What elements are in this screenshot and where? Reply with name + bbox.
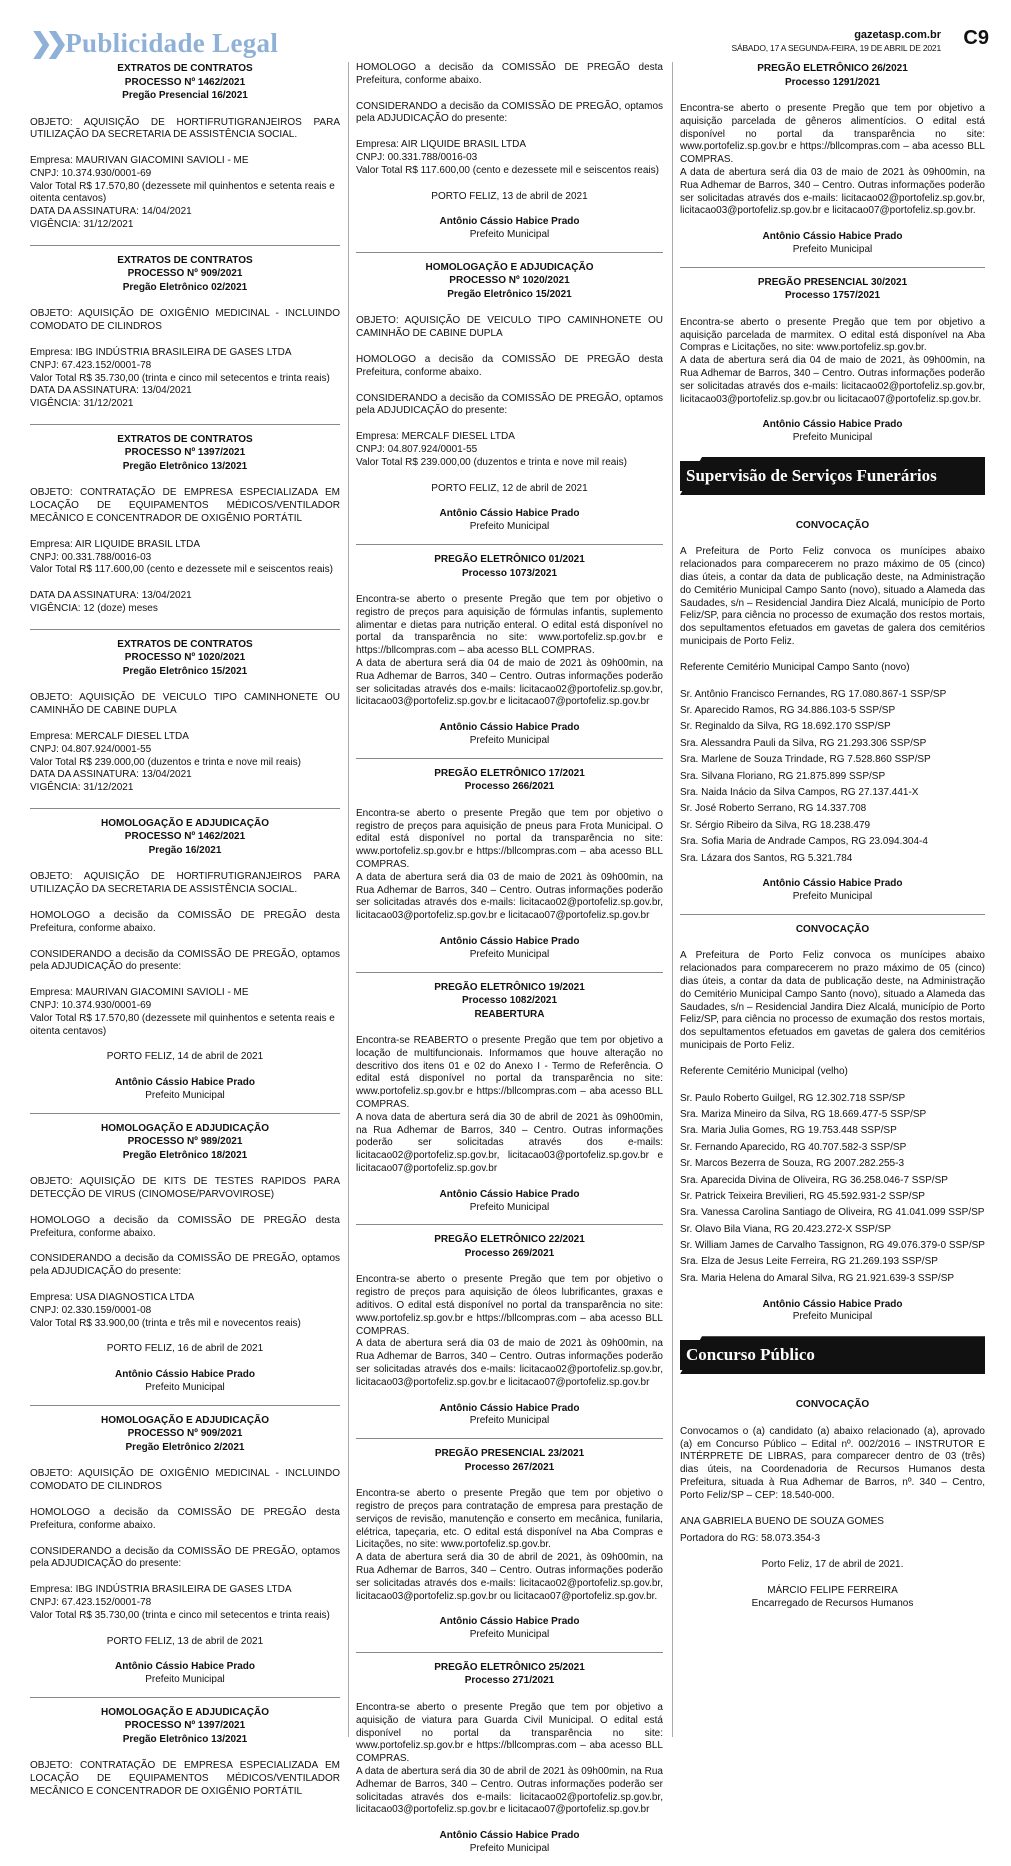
divider xyxy=(30,245,340,246)
notice-pregao-25-2021 xyxy=(356,1661,663,1856)
list-item: Sr. William James de Carvalho Tassignon, RG 49.076.379-0 SSP/SP xyxy=(680,1240,985,1252)
homologo-text: HOMOLOGO a decisão da COMISSÃO DE PREGÃO desta Prefeitura, conforme abaixo. xyxy=(356,62,663,86)
notice-heading: PREGÃO ELETRÔNICO 19/2021 xyxy=(434,981,585,993)
notice-pregao-01-2021 xyxy=(356,553,663,748)
chevron-right-icon: ❯❯ xyxy=(30,28,62,58)
notice-body: A Prefeitura de Porto Feliz convoca os munícipes abaixo relacionados para comparecerem no prazo máximo de 05 (cinco) dias úteis, a contar da data de publicação deste, na Administração do Cemitério Municipal Campo Santo (novo), situado a Alameda das Saudades, s/n – Residencial Jandira Diez Alcalá, município de Porto Feliz/SP, para ciência no processo de exumação dos restos mortais, dos sepultamentos efetuados em gavetas de galera dos cemitérios municipais de Porto Feliz. xyxy=(680,546,985,648)
notice-convocacao-velho xyxy=(680,923,985,1324)
notice-heading: PREGÃO PRESENCIAL 30/2021 xyxy=(757,276,908,288)
page-number: C9 xyxy=(963,27,989,49)
notice-pregao-presencial-30-2021 xyxy=(680,276,985,445)
homologo-text: HOMOLOGO a decisão da COMISSÃO DE PREGÃO desta Prefeitura, conforme abaixo. xyxy=(30,1214,340,1239)
process-number: Processo 1291/2021 xyxy=(784,76,881,88)
signature: Antônio Cássio Habice Prado Prefeito Municipal xyxy=(439,722,580,746)
considerando-text: CONSIDERANDO a decisão da COMISSÃO DE PREGÃO, optamos pela ADJUDICAÇÃO do presente: xyxy=(30,948,340,973)
process-number: Processo 267/2021 xyxy=(464,1461,555,1473)
contract-details: Empresa: IBG INDÚSTRIA BRASILEIRA DE GASES LTDA CNPJ: 67.423.152/0001-78 Valor Total R$ 35.730,00 (trinta e cinco mil setecentos e trinta reais) xyxy=(30,1584,330,1621)
notice-homologacao-989 xyxy=(30,1122,340,1395)
notice-date: PORTO FELIZ, 16 de abril de 2021 xyxy=(106,1343,264,1355)
contract-details: Empresa: MAURIVAN GIACOMINI SAVIOLI - ME CNPJ: 10.374.930/0001-69 Valor Total R$ 17.570,80 (dezessete mil quinhentos e setenta reais e oitenta centavos) DATA DA ASSINATURA: 14/04/2021 VIGÊNCIA: 31/12/2021 xyxy=(30,155,335,231)
considerando-text: CONSIDERANDO a decisão da COMISSÃO DE PREGÃO, optamos pela ADJUDICAÇÃO do presente: xyxy=(356,100,663,125)
page-header xyxy=(0,0,1011,62)
signature: Antônio Cássio Habice Prado Prefeito Municipal xyxy=(439,935,580,960)
list-item: Sr. Aparecido Ramos, RG 34.886.103-5 SSP/SP xyxy=(680,705,896,716)
notice-date: PORTO FELIZ, 13 de abril de 2021 xyxy=(106,1635,264,1647)
homologo-text: HOMOLOGO a decisão da COMISSÃO DE PREGÃO desta Prefeitura, conforme abaixo. xyxy=(30,910,340,934)
process-number: PROCESSO Nº 1397/2021 xyxy=(124,447,246,459)
signature: Antônio Cássio Habice Prado Prefeito Municipal xyxy=(762,1298,903,1323)
notice-body: A data de abertura será dia 03 de maio de 2021 às 09h00min, na Rua Adhemar de Barros, 340 – Centro. Outras informações poderão ser solicitadas através dos e-mails: licitacao02@portofeliz.sp.gov.br, licitacao03@portofeliz.sp.gov.br e licitacao07@portofeliz.sp.gov.br xyxy=(356,871,663,922)
signature: Antônio Cássio Habice Prado Prefeito Municipal xyxy=(114,1369,256,1394)
notice-body: A nova data de abertura será dia 30 de abril de 2021 às 09h00min, na Rua Adhemar de Barros, 340 – Centro. Outras informações poderão ser solicitadas através dos e-mails: licitacao02@portofeliz.sp.gov.br, licitacao03@portofeliz.sp.gov.br e licitacao07@portofeliz.sp.gov.br xyxy=(356,1111,663,1175)
signature: Antônio Cássio Habice Prado Prefeito Municipal xyxy=(762,231,903,255)
notice-date: PORTO FELIZ, 13 de abril de 2021 xyxy=(431,190,588,202)
homologo-text: HOMOLOGO a decisão da COMISSÃO DE PREGÃO desta Prefeitura, conforme abaixo. xyxy=(356,354,663,378)
notice-body: Encontra-se aberto o presente Pregão que tem por objetivo a aquisição de viatura para Guarda Civil Municipal. O edital está disponível no portal da transparência no site: www.portofeliz.sp.gov.br e https://bllcompras.com – aba acesso BLL COMPRAS. xyxy=(356,1701,663,1765)
column-3 xyxy=(680,62,985,1621)
objeto: OBJETO: AQUISIÇÃO DE OXIGÊNIO MEDICINAL - INCLUINDO COMODATO DE CILINDROS xyxy=(30,1468,340,1493)
notice-body: A data de abertura será dia 30 de abril de 2021 às 09h00min, na Rua Adhemar de Barros, 340 – Centro. Outras informações poderão ser solicitadas através dos e-mails: licitacao02@portofeliz.sp.gov.br, licitacao03@portofeliz.sp.gov.br e licitacao07@portofeliz.sp.gov.br xyxy=(356,1765,663,1816)
notice-body: A data de abertura será dia 03 de maio de 2021 às 09h00min, na Rua Adhemar de Barros, 340 – Centro. Outras informações poderão ser solicitadas através dos e-mails: licitacao02@portofeliz.sp.gov.br, licitacao03@portofeliz.sp.gov.br e licitacao07@portofeliz.sp.gov.br. xyxy=(680,166,985,217)
pregao-number: Pregão Eletrônico 18/2021 xyxy=(122,1149,248,1161)
notice-heading: CONVOCAÇÃO xyxy=(795,1399,870,1411)
process-number: Processo 269/2021 xyxy=(464,1247,555,1259)
signature: Antônio Cássio Habice Prado Prefeito Municipal xyxy=(114,1077,256,1101)
convoked-list xyxy=(680,689,985,866)
process-number: Processo 1073/2021 xyxy=(461,567,558,579)
divider xyxy=(356,758,663,759)
considerando-text: CONSIDERANDO a decisão da COMISSÃO DE PREGÃO, optamos pela ADJUDICAÇÃO do presente: xyxy=(30,1545,340,1570)
notice-heading: EXTRATOS DE CONTRATOS xyxy=(117,254,253,266)
notice-homologacao-1020 xyxy=(356,261,663,534)
list-item: Sra. Mariza Mineiro da Silva, RG 18.669.477-5 SSP/SP xyxy=(680,1108,927,1120)
notice-heading: HOMOLOGAÇÃO E ADJUDICAÇÃO xyxy=(101,1706,269,1718)
considerando-text: CONSIDERANDO a decisão da COMISSÃO DE PREGÃO, optamos pela ADJUDICAÇÃO do presente: xyxy=(30,1253,340,1278)
list-item: Sra. Lázara dos Santos, RG 5.321.784 xyxy=(680,852,853,864)
notice-date: Porto Feliz, 17 de abril de 2021. xyxy=(761,1559,904,1571)
notice-heading: HOMOLOGAÇÃO E ADJUDICAÇÃO xyxy=(101,817,269,829)
notice-body: Convocamos o (a) candidato (a) abaixo relacionado (a), aprovado (a) em Concurso Público – Edital nº. 002/2016 – INSTRUTOR E INTÉRPRETE DE LIBRAS, para comparecer dentro de 03 (três) dias úteis, na Coordenadoria de Recursos Humanos desta Prefeitura, situada à Rua Adhemar de Barros, nº. 340 – Centro, Porto Feliz/SP – CEP: 18.540-000. xyxy=(680,1425,985,1501)
banner-title: Supervisão de Serviços Funerários xyxy=(680,461,951,491)
notice-homologacao-1397 xyxy=(30,1706,340,1799)
notice-heading: CONVOCAÇÃO xyxy=(795,923,870,935)
notice-extrato-1397 xyxy=(30,433,340,616)
section-banner-concurso xyxy=(680,1336,985,1374)
objeto: OBJETO: AQUISIÇÃO DE HORTIFRUTIGRANJEIROS PARA UTILIZAÇÃO DA SECRETARIA DE ASSISTÊNCIA SOCIAL. xyxy=(30,116,340,141)
divider xyxy=(30,1405,340,1406)
divider xyxy=(30,808,340,809)
process-number: Processo 271/2021 xyxy=(464,1675,555,1687)
notice-body: A Prefeitura de Porto Feliz convoca os munícipes abaixo relacionados para comparecerem no prazo máximo de 05 (cinco) dias úteis, a contar da data de publicação deste, na Administração do Cemitério Municipal Campo Santo (novo), situado a Alameda das Saudades, s/n – Residencial Jandira Diez Alcalá, município de Porto Feliz/SP, para ciência no processo de exumação dos restos mortais, dos sepultamentos efetuados em gavetas de galera dos cemitérios municipais de Porto Feliz. xyxy=(680,950,985,1051)
process-number: PROCESSO Nº 1020/2021 xyxy=(449,275,570,287)
notice-body: Encontra-se aberto o presente Pregão que tem por objetivo o registro de preços para aquisição de fórmulas infantis, suplemento alimentar e dietas para nutrição enteral. O edital está disponível no portal da transparência no site: www.portofeliz.sp.gov.br e https://bllcompras.com – aba acesso BLL COMPRAS. xyxy=(356,594,663,657)
signature: Antônio Cássio Habice Prado Prefeito Municipal xyxy=(439,1830,580,1854)
contract-details: Empresa: MERCALF DIESEL LTDA CNPJ: 04.807.924/0001-55 Valor Total R$ 239.000,00 (duzentos e trinta e nove mil reais) xyxy=(356,431,627,468)
notice-date: PORTO FELIZ, 12 de abril de 2021 xyxy=(431,482,588,494)
cemetery-reference: Referente Cemitério Municipal Campo Santo (novo) xyxy=(680,661,910,673)
notice-extrato-909 xyxy=(30,254,340,411)
contract-details: Empresa: IBG INDÚSTRIA BRASILEIRA DE GASES LTDA CNPJ: 67.423.152/0001-78 Valor Total R$ 35.730,00 (trinta e cinco mil setecentos e trinta reais) DATA DA ASSINATURA: 13/04/2021 VIGÊNCIA: 31/12/2021 xyxy=(30,346,330,410)
process-number: PROCESSO Nº 989/2021 xyxy=(127,1136,243,1148)
notice-pregao-26-2021 xyxy=(680,62,985,257)
cemetery-reference: Referente Cemitério Municipal (velho) xyxy=(680,1065,848,1077)
notice-convocacao-campo-santo xyxy=(680,519,985,904)
list-item: Sr. Patrick Teixeira Brevilieri, RG 45.592.931-2 SSP/SP xyxy=(680,1190,925,1202)
contract-details: Empresa: MAURIVAN GIACOMINI SAVIOLI - ME CNPJ: 10.374.930/0001-69 Valor Total R$ 17.570,80 (dezessete mil quinhentos e setenta reais e oitenta centavos) xyxy=(30,987,335,1037)
list-item: Sr. Olavo Bila Viana, RG 20.423.272-X SSP/SP xyxy=(680,1223,892,1235)
notice-pregao-19-2021 xyxy=(356,981,663,1215)
list-item: Sra. Silvana Floriano, RG 21.875.899 SSP/SP xyxy=(680,770,886,782)
notice-heading: PREGÃO ELETRÔNICO 01/2021 xyxy=(434,554,585,566)
signature: Antônio Cássio Habice Prado Prefeito Municipal xyxy=(439,1188,580,1213)
notice-pregao-17-2021 xyxy=(356,767,663,962)
objeto: OBJETO: AQUISIÇÃO DE HORTIFRUTIGRANJEIROS PARA UTILIZAÇÃO DA SECRETARIA DE ASSISTÊNCIA SOCIAL. xyxy=(30,871,340,896)
homologo-text: HOMOLOGO a decisão da COMISSÃO DE PREGÃO desta Prefeitura, conforme abaixo. xyxy=(30,1506,340,1531)
notice-body: Encontra-se aberto o presente Pregão que tem por objetivo o registro de preços para aquisição de óleos lubrificantes, graxas e aditivos. O edital está disponível no portal da transparência no site: www.portofeliz.sp.gov.br e https://bllcompras.com – aba acesso BLL COMPRAS. xyxy=(356,1274,663,1337)
notice-body: A data de abertura será dia 04 de maio de 2021, às 09h00min, na Rua Adhemar de Barros, 340 – Centro. Outras informações poderão ser solicitadas através dos e-mails: licitacao02@portofeliz.sp.gov.br, licitacao03@portofeliz.sp.gov.br ou licitacao07@portofeliz.sp.gov.br. xyxy=(680,355,985,405)
list-item: Sra. Elza de Jesus Leite Ferreira, RG 21.269.193 SSP/SP xyxy=(680,1256,938,1268)
signature: Antônio Cássio Habice Prado Prefeito Municipal xyxy=(439,1402,580,1427)
process-number: PROCESSO Nº 1020/2021 xyxy=(124,652,246,664)
pregao-number: Pregão Eletrônico 15/2021 xyxy=(122,665,248,677)
list-item: Sra. Alessandra Pauli da Silva, RG 21.293.306 SSP/SP xyxy=(680,737,927,749)
contract-details: Empresa: USA DIAGNOSTICA LTDA CNPJ: 02.330.159/0001-08 Valor Total R$ 33.900,00 (trinta e três mil e novecentos reais) xyxy=(30,1292,301,1329)
notice-body: A data de abertura será dia 30 de abril de 2021, às 09h00min, na Rua Adhemar de Barros, 340 – Centro. Outras informações poderão ser solicitadas através dos e-mails: licitacao02@portofeliz.sp.gov.br, licitacao03@portofeliz.sp.gov.br ou licitacao07@portofeliz.sp.gov.br. xyxy=(356,1552,663,1602)
divider xyxy=(680,914,985,915)
list-item: Sr. José Roberto Serrano, RG 14.337.708 xyxy=(680,803,867,815)
process-number: Processo 1082/2021 xyxy=(461,995,558,1007)
objeto: OBJETO: AQUISIÇÃO DE VEICULO TIPO CAMINHONETE OU CAMINHÃO DE CABINE DUPLA xyxy=(30,692,340,717)
pregao-number: Pregão Eletrônico 13/2021 xyxy=(122,1733,248,1745)
column-divider xyxy=(672,62,673,1737)
notice-heading: PREGÃO PRESENCIAL 23/2021 xyxy=(434,1448,585,1460)
pregao-number: Pregão Eletrônico 02/2021 xyxy=(122,281,248,293)
divider xyxy=(30,424,340,425)
notice-heading: HOMOLOGAÇÃO E ADJUDICAÇÃO xyxy=(101,1122,269,1134)
process-number: PROCESSO Nº 1462/2021 xyxy=(124,76,246,88)
section-title: ❯❯ Publicidade Legal xyxy=(30,26,278,61)
signature: Antônio Cássio Habice Prado Prefeito Municipal xyxy=(114,1661,256,1686)
notice-heading: PREGÃO ELETRÔNICO 17/2021 xyxy=(434,767,585,779)
pregao-number: Pregão Eletrônico 13/2021 xyxy=(122,460,248,472)
divider xyxy=(356,1652,663,1653)
notice-heading: CONVOCAÇÃO xyxy=(795,519,870,531)
banner-title: Concurso Público xyxy=(680,1340,829,1370)
candidate-details: ANA GABRIELA BUENO DE SOUZA GOMES Portadora do RG: 58.073.354-3 xyxy=(680,1515,884,1545)
notice-heading: HOMOLOGAÇÃO E ADJUDICAÇÃO xyxy=(101,1414,269,1426)
list-item: Sra. Vanessa Carolina Santiago de Oliveira, RG 41.041.099 SSP/SP xyxy=(680,1207,985,1219)
issue-date: SÁBADO, 17 A SEGUNDA-FEIRA, 19 DE ABRIL DE 2021 xyxy=(731,43,941,53)
notice-heading: EXTRATOS DE CONTRATOS xyxy=(117,638,253,650)
signature: Antônio Cássio Habice Prado Prefeito Municipal xyxy=(762,878,903,903)
notice-homologacao-1397-cont xyxy=(356,62,663,242)
column-2 xyxy=(356,62,663,1866)
convoked-list xyxy=(680,1093,985,1286)
notice-heading: EXTRATOS DE CONTRATOS xyxy=(117,433,253,445)
notice-heading: EXTRATOS DE CONTRATOS xyxy=(117,63,253,74)
notice-body: Encontra-se aberto o presente Pregão que tem por objetivo a aquisição parcelada de marmitex. O edital está disponível na Aba Compras e Licitações, no site: www.portofeliz.sp.gov.br. xyxy=(680,316,985,354)
pregao-number: Pregão Eletrônico 15/2021 xyxy=(447,288,572,300)
list-item: Sr. Sérgio Ribeiro da Silva, RG 18.238.479 xyxy=(680,819,871,831)
divider xyxy=(30,629,340,630)
notice-heading: PREGÃO ELETRÔNICO 22/2021 xyxy=(434,1234,585,1246)
notice-homologacao-909 xyxy=(30,1414,340,1687)
process-number: PROCESSO Nº 1462/2021 xyxy=(124,831,246,843)
notice-heading: HOMOLOGAÇÃO E ADJUDICAÇÃO xyxy=(425,261,594,273)
pregao-number: Pregão Presencial 16/2021 xyxy=(122,90,248,101)
objeto: OBJETO: AQUISIÇÃO DE VEICULO TIPO CAMINHONETE OU CAMINHÃO DE CABINE DUPLA xyxy=(356,315,663,340)
signature: Antônio Cássio Habice Prado Prefeito Municipal xyxy=(439,1616,580,1641)
notice-heading: PREGÃO ELETRÔNICO 26/2021 xyxy=(757,63,908,74)
notice-pregao-22-2021 xyxy=(356,1233,663,1428)
list-item: Sr. Paulo Roberto Guilgel, RG 12.302.718 SSP/SP xyxy=(680,1092,906,1104)
divider xyxy=(356,972,663,973)
section-banner-funerarios xyxy=(680,457,985,495)
notice-convocacao-concurso xyxy=(680,1398,985,1610)
reopening-label: REABERTURA xyxy=(474,1008,545,1020)
objeto: OBJETO: AQUISIÇÃO DE KITS DE TESTES RAPIDOS PARA DETECÇÃO DE VIRUS (CINOMOSE/PARVOVIROSE) xyxy=(30,1176,340,1201)
list-item: Sra. Maria Helena do Amaral Silva, RG 21.921.639-3 SSP/SP xyxy=(680,1272,955,1284)
notice-body: Encontra-se aberto o presente Pregão que tem por objetivo a aquisição parcelada de gêneros alimentícios. O edital está disponível no portal da transparência no site: www.portofeliz.sp.gov.br e https://bllcompras.com – aba acesso BLL COMPRAS. xyxy=(680,103,985,166)
process-number: Processo 266/2021 xyxy=(464,781,555,793)
list-item: Sra. Aparecida Divina de Oliveira, RG 36.258.046-7 SSP/SP xyxy=(680,1174,948,1186)
contract-details: Empresa: AIR LIQUIDE BRASIL LTDA CNPJ: 00.331.788/0016-03 Valor Total R$ 117.600,00 (cento e dezessete mil e seiscentos reais) xyxy=(356,139,659,176)
site-url: gazetasp.com.br xyxy=(854,29,941,41)
signature: Antônio Cássio Habice Prado Prefeito Municipal xyxy=(439,508,580,533)
notice-homologacao-1462 xyxy=(30,817,340,1103)
column-1 xyxy=(30,62,340,1812)
process-number: PROCESSO Nº 909/2021 xyxy=(127,268,243,280)
considerando-text: CONSIDERANDO a decisão da COMISSÃO DE PREGÃO, optamos pela ADJUDICAÇÃO do presente: xyxy=(356,392,663,417)
notice-pregao-presencial-23-2021 xyxy=(356,1447,663,1642)
list-item: Sra. Marlene de Souza Trindade, RG 7.528.860 SSP/SP xyxy=(680,754,931,766)
notice-body: A data de abertura será dia 03 de maio de 2021 às 09h00min, na Rua Adhemar de Barros, 340 – Centro. Outras informações poderão ser solicitadas através dos e-mails: licitacao02@portofeliz.sp.gov.br, licitacao03@portofeliz.sp.gov.br e licitacao07@portofeliz.sp.gov.br xyxy=(356,1338,663,1388)
objeto: OBJETO: AQUISIÇÃO DE OXIGÊNIO MEDICINAL - INCLUINDO COMODATO DE CILINDROS xyxy=(30,308,340,333)
divider xyxy=(356,1438,663,1439)
notice-heading: PREGÃO ELETRÔNICO 25/2021 xyxy=(434,1661,585,1673)
process-number: PROCESSO Nº 909/2021 xyxy=(127,1428,243,1440)
list-item: Sra. Sofia Maria de Andrade Campos, RG 23.094.304-4 xyxy=(680,836,928,848)
notice-body: Encontra-se REABERTO o presente Pregão que tem por objetivo a locação de multifuncionais. Informamos que houve alteração no descritivo dos itens 01 e 02 do Anexo I - Termo de Referência. O edital está disponível no portal da transparência no site: www.portofeliz.sp.gov.br e https://bllcompras.com – aba acesso BLL COMPRAS. xyxy=(356,1035,663,1111)
divider xyxy=(356,544,663,545)
notice-body: Encontra-se aberto o presente Pregão que tem por objetivo o registro de preços para aquisição de pneus para Frota Municipal. O edital está disponível no portal da transparência no site: www.portofeliz.sp.gov.br e https://bllcompras.com – aba acesso BLL COMPRAS. xyxy=(356,807,663,870)
notice-body: A data de abertura será dia 04 de maio de 2021 às 09h00min, na Rua Adhemar de Barros, 340 – Centro. Outras informações poderão ser solicitadas através dos e-mails: licitacao02@portofeliz.sp.gov.br, licitacao03@portofeliz.sp.gov.br e licitacao07@portofeliz.sp.gov.br xyxy=(356,658,663,708)
pregao-number: Pregão Eletrônico 2/2021 xyxy=(125,1441,245,1453)
signature: MÁRCIO FELIPE FERREIRA Encarregado de Recursos Humanos xyxy=(751,1584,914,1609)
column-divider xyxy=(348,62,349,1737)
contract-details: Empresa: AIR LIQUIDE BRASIL LTDA CNPJ: 00.331.788/0016-03 Valor Total R$ 117.600,00 (cento e dezessete mil e seiscentos reais) DATA DA ASSINATURA: 13/04/2021 VIGÊNCIA: 12 (doze) meses xyxy=(30,538,333,615)
list-item: Sr. Fernando Aparecido, RG 40.707.582-3 SSP/SP xyxy=(680,1141,907,1153)
notice-date: PORTO FELIZ, 14 de abril de 2021 xyxy=(106,1051,264,1063)
divider xyxy=(356,1224,663,1225)
notice-body: Encontra-se aberto o presente Pregão que tem por objetivo o registro de preços para contratação de empresa para prestação de serviços de revisão, manutenção e conserto em mecânica, funilaria, elétrica, tapeçaria, etc. O edital está disponível na Aba Compras e Licitações, no site: www.portofeliz.sp.gov.br. xyxy=(356,1488,663,1551)
list-item: Sr. Reginaldo da Silva, RG 18.692.170 SSP/SP xyxy=(680,721,891,733)
list-item: Sr. Marcos Bezerra de Souza, RG 2007.282.255-3 xyxy=(680,1158,905,1170)
divider xyxy=(30,1113,340,1114)
contract-details: Empresa: MERCALF DIESEL LTDA CNPJ: 04.807.924/0001-55 Valor Total R$ 239.000,00 (duzentos e trinta e nove mil reais) DATA DA ASSINATURA: 13/04/2021 VIGÊNCIA: 31/12/2021 xyxy=(30,730,301,794)
objeto: OBJETO: CONTRATAÇÃO DE EMPRESA ESPECIALIZADA EM LOCAÇÃO DE EQUIPAMENTOS MÉDICOS/VENTILADOR MECÂNICO E CONCENTRADOR DE OXIGÊNIO PORTÁTIL xyxy=(30,1760,340,1797)
notice-extrato-1020 xyxy=(30,638,340,795)
pregao-number: Pregão 16/2021 xyxy=(148,844,222,856)
divider xyxy=(30,1697,340,1698)
list-item: Sra. Naida Inácio da Silva Campos, RG 27.137.441-X xyxy=(680,786,919,798)
list-item: Sra. Maria Julia Gomes, RG 19.753.448 SSP/SP xyxy=(680,1125,897,1137)
divider xyxy=(680,267,985,268)
process-number: Processo 1757/2021 xyxy=(784,290,881,302)
process-number: PROCESSO Nº 1397/2021 xyxy=(124,1720,246,1732)
list-item: Sr. Antônio Francisco Fernandes, RG 17.080.867-1 SSP/SP xyxy=(680,688,947,700)
notice-extrato-1462 xyxy=(30,62,340,232)
signature: Antônio Cássio Habice Prado Prefeito Municipal xyxy=(439,216,580,241)
objeto: OBJETO: CONTRATAÇÃO DE EMPRESA ESPECIALIZADA EM LOCAÇÃO DE EQUIPAMENTOS MÉDICOS/VENTILADOR MECÂNICO E CONCENTRADOR DE OXIGÊNIO PORTÁTIL xyxy=(30,487,340,525)
signature: Antônio Cássio Habice Prado Prefeito Municipal xyxy=(762,419,903,444)
divider xyxy=(356,252,663,253)
